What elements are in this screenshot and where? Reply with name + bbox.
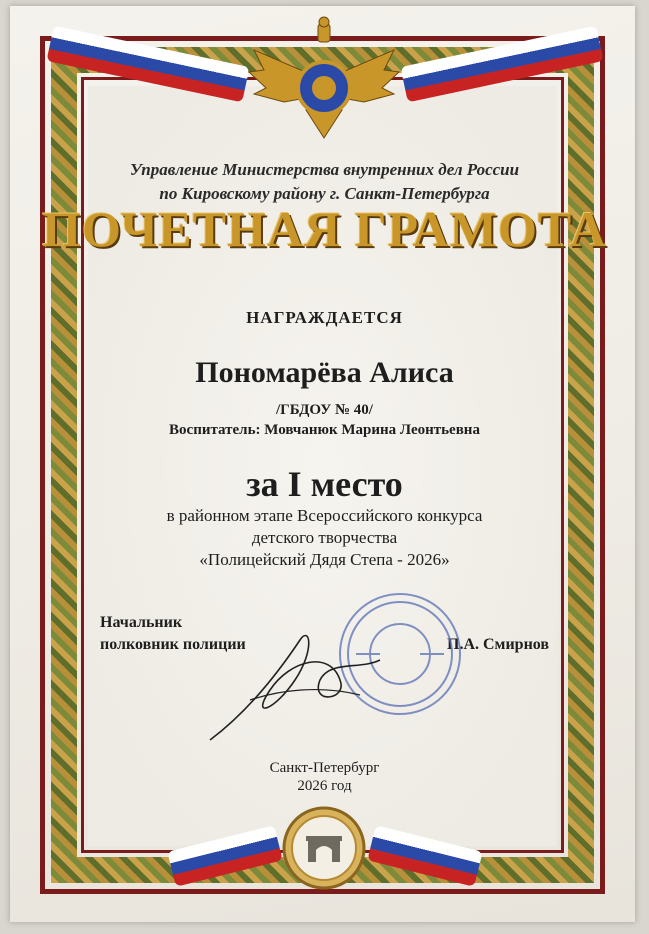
- award-description-line-2: детского творчества: [251, 528, 398, 547]
- award-description-line-3: «Полицейский Дядя Степа - 2026»: [199, 550, 450, 569]
- certificate-title: ПОЧЕТНАЯ ГРАМОТА: [42, 201, 607, 257]
- award-description-line-1: в районном этапе Всероссийского конкурса: [166, 506, 483, 525]
- issuer-line-2: по Кировскому району г. Санкт-Петербурга: [159, 184, 490, 203]
- signature-icon: [190, 610, 400, 750]
- recipient-name: Пономарёва Алиса: [195, 356, 454, 389]
- signatory-position-1: Начальник: [100, 614, 183, 631]
- issue-city: Санкт-Петербург: [269, 760, 380, 776]
- arch-medallion-icon: [282, 806, 366, 890]
- awarded-label: НАГРАЖДАЕТСЯ: [246, 308, 403, 327]
- issuer-line-1: Управление Министерства внутренних дел России: [129, 160, 520, 179]
- recipient-organization: /ГБДОУ № 40/: [276, 402, 373, 418]
- issue-year: 2026 год: [297, 778, 352, 794]
- signatory-position-2: полковник полиции: [100, 636, 246, 653]
- recipient-tutor: Воспитатель: Мовчанюк Марина Леонтьевна: [169, 422, 480, 438]
- police-emblem-icon: [244, 10, 404, 150]
- award-place: за I место: [246, 464, 403, 504]
- signatory-name: П.А. Смирнов: [447, 636, 550, 653]
